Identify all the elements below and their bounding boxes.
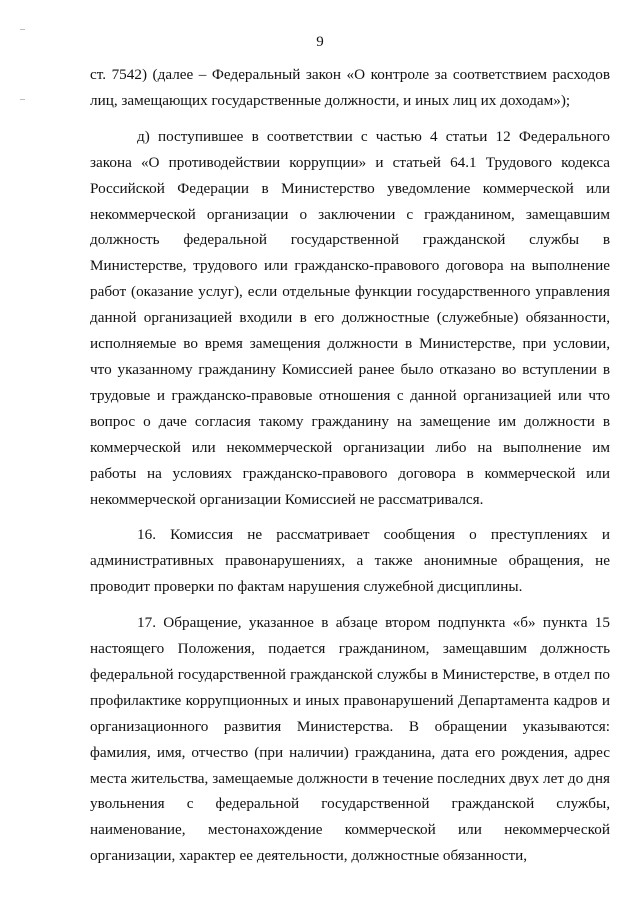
paragraph-item-d: д) поступившее в соответствии с частью 4 статьи 12 Федерального закона «О противодействии коррупции» и статьей 64.1 Трудового кодекса Российской Федерации в Министерство уведомление коммерческой или некоммерческой организации о заключении с гражданином, замещавшим должность федеральной государственной гражданской службы в Министерстве, трудового или гражданско-правового договора на выполнение работ (оказание услуг), если отдельные функции государственного управления данной организацией входили в его должностные (служебные) обязанности, исполняемые во время замещения должности в Министерстве, при условии, что указанному гражданину Комиссией ранее было отказано во вступлении в трудовые и гражданско-правовые отношения с данной организацией или что вопрос о даче согласия такому гражданину на замещение им должности в коммерческой или некоммерческой организации либо на выполнение им работы на условиях гражданско-правового договора в коммерческой или некоммерческой организации Комиссией не рассматривался. — [90, 127, 610, 508]
paragraph-16: 16. Комиссия не рассматривает сообщения о преступлениях и административных правонарушениях, а также анонимные обращения, не проводит проверки по фактам нарушения служебной дисциплины. — [90, 526, 610, 596]
page-number: 9 — [316, 34, 324, 50]
document-body — [90, 62, 610, 869]
paragraph-17: 17. Обращение, указанное в абзаце втором подпункта «б» пункта 15 настоящего Положения, подается гражданином, замещавшим должность федеральной государственной гражданской службы в Министерстве, в отдел по профилактике коррупционных и иных правонарушений Департамента кадров и организационного развития Министерства. В обращении указываются: фамилия, имя, отчество (при наличии) гражданина, дата его рождения, адрес места жительства, замещаемые должности в течение последних двух лет до дня увольнения с федеральной государственной гражданской службы, наименование, местонахождение коммерческой или некоммерческой организации, характер ее деятельности, должностные обязанности, — [90, 614, 610, 865]
paragraph-continuation: ст. 7542) (далее – Федеральный закон «О контроле за соответствием расходов лиц, замещающих государственные должности, и иных лиц их доходам»); — [90, 66, 610, 109]
scan-mark — [20, 29, 25, 30]
scan-mark — [20, 99, 25, 100]
